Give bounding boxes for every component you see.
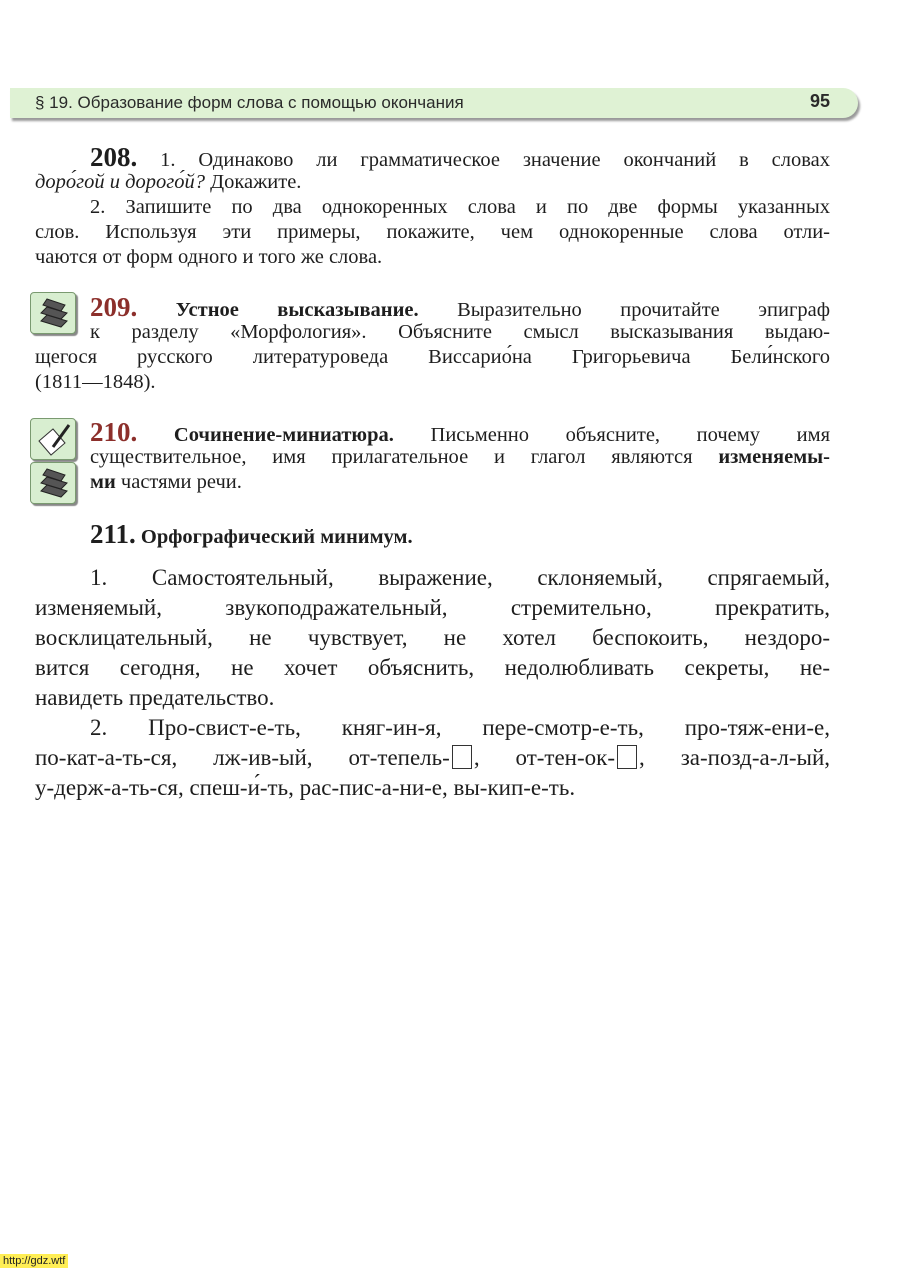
bold-word: изменяемы- bbox=[718, 446, 830, 468]
exercise-number: 210. bbox=[90, 417, 138, 447]
text-line: частями речи. bbox=[115, 471, 242, 493]
running-header bbox=[10, 88, 858, 118]
text-line: навидеть предательство. bbox=[35, 685, 275, 710]
text-line: существительное, имя прилагательное и глагол являются bbox=[90, 446, 719, 468]
page-number: 95 bbox=[809, 91, 830, 111]
text-line: к разделу «Морфология». Объясните смысл высказывания выдаю- bbox=[90, 321, 830, 343]
text-line: изменяемый, звукоподражательный, стремительно, прекратить, bbox=[35, 595, 830, 620]
text-line: вится сегодня, не хочет объяснить, недолюбливать секреты, не- bbox=[35, 655, 830, 680]
exercise-number: 208. bbox=[90, 142, 138, 172]
text-line: (1811—1848). bbox=[35, 371, 156, 393]
exercise-heading: Сочинение-миниатюра. bbox=[173, 424, 394, 446]
italic-words: доро́гой и дорого́й? bbox=[35, 171, 205, 193]
text-line: , от-тен-ок- bbox=[473, 745, 615, 770]
watermark: http://gdz.wtf bbox=[0, 1254, 68, 1268]
text-line: Выразительно прочитайте эпиграф bbox=[418, 299, 830, 321]
text-line: слов. Используя эти примеры, покажите, чем однокоренные слова отли- bbox=[35, 221, 830, 243]
exercise-number: 211. bbox=[90, 519, 136, 549]
exercise-heading: Устное высказывание. bbox=[175, 299, 419, 321]
exercise-210 bbox=[35, 417, 831, 495]
text-line: 1. Одинаково ли грамматическое значение окончаний в словах bbox=[160, 149, 830, 171]
text-line: 1. Самостоятельный, выражение, склоняемый, спрягаемый, bbox=[90, 565, 830, 590]
text-line: щегося русского литературоведа Виссарио́на Григорьевича Бели́нского bbox=[35, 346, 830, 368]
text-line: по-кат-а-ть-ся, лж-ив-ый, от-тепель- bbox=[35, 745, 450, 770]
exercise-211-heading bbox=[35, 519, 830, 549]
exercise-208 bbox=[35, 142, 830, 270]
exercise-heading: Орфографический минимум. bbox=[140, 526, 413, 548]
text-line: Письменно объясните, почему имя bbox=[393, 424, 831, 446]
exercise-211-body bbox=[35, 563, 830, 803]
empty-ending-box bbox=[452, 745, 472, 769]
text-line: Докажите. bbox=[205, 171, 302, 193]
exercise-209 bbox=[35, 292, 830, 395]
empty-ending-box bbox=[617, 745, 637, 769]
text-line: 2. Про-свист-е-ть, княг-ин-я, пере-смотр-е-ть, про-тяж-ени-е, bbox=[90, 715, 830, 740]
text-line: , за-позд-а-л-ый, bbox=[638, 745, 830, 770]
section-title: § 19. Образование форм слова с помощью окончания bbox=[35, 93, 464, 112]
text-line: у-держ-а-ть-ся, спеш-и́-ть, рас-пис-а-ни-е, вы-кип-е-ть. bbox=[35, 775, 576, 800]
bold-word: ми bbox=[90, 471, 116, 493]
text-line: восклицательный, не чувствует, не хотел беспокоить, нездоро- bbox=[35, 625, 830, 650]
text-line: чаются от форм одного и того же слова. bbox=[35, 246, 383, 268]
text-line: 2. Запишите по два однокоренных слова и по две формы указанных bbox=[90, 196, 830, 218]
exercise-number: 209. bbox=[90, 292, 138, 322]
